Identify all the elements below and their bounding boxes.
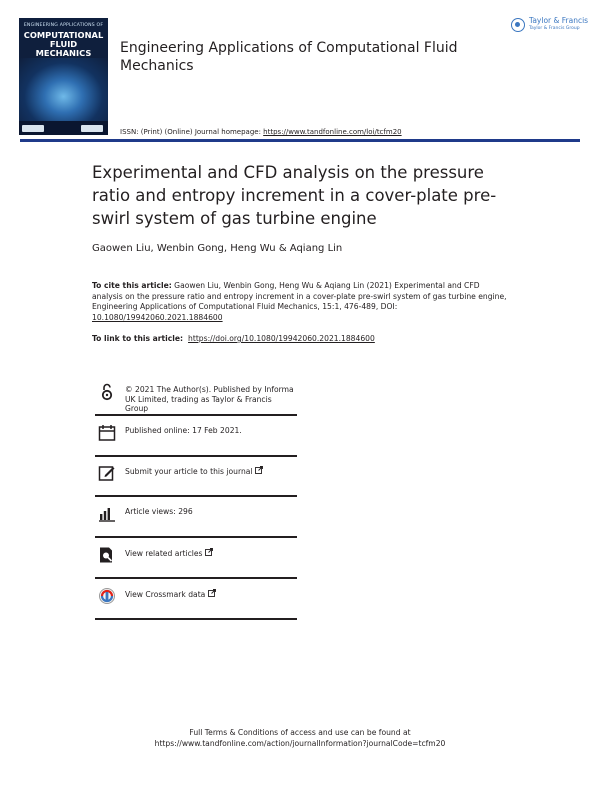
crossmark-link[interactable]: [125, 589, 297, 600]
citation-text: Gaowen Liu, Wenbin Gong, Heng Wu & Aqiang Lin (2021) Experimental and CFD analysis on the pressure ratio and entropy increment in a cover-plate pre-swirl system of gas turbine engine, Engineering Applications of Computational Fluid Mechanics, 15:1, 476-489, DOI:: [92, 281, 507, 312]
info-divider: [95, 536, 297, 538]
related-articles-link[interactable]: [125, 548, 297, 559]
terms-footer-text: Full Terms & Conditions of access and use can be found at: [189, 728, 411, 737]
citation-doi-link[interactable]: 10.1080/19942060.2021.1884600: [92, 312, 223, 322]
citation-block: [92, 281, 512, 323]
issn-line: [120, 128, 402, 136]
journal-cover-image: [19, 18, 108, 135]
info-divider: [95, 618, 297, 620]
related-articles-search-icon: [98, 546, 116, 564]
cover-logo-left: [22, 125, 44, 132]
article-link-label: To link to this article:: [92, 334, 184, 343]
external-link-icon: [208, 589, 216, 597]
cover-artwork: [19, 58, 108, 128]
journal-title: Engineering Applications of Computational Fluid Mechanics: [120, 40, 458, 74]
submit-article-label: Submit your article to this journal: [125, 467, 253, 476]
cover-footer: [19, 121, 108, 135]
cover-title: COMPUTATIONAL FLUID MECHANICS: [23, 30, 104, 58]
crossmark-icon: [98, 587, 116, 605]
cover-logo-right: [81, 125, 103, 132]
article-link-line: [92, 334, 375, 343]
publisher-subname: Taylor & Francis Group: [529, 26, 580, 31]
published-date: Published online: 17 Feb 2021.: [125, 426, 242, 435]
external-link-icon: [255, 466, 263, 474]
article-authors: Gaowen Liu, Wenbin Gong, Heng Wu & Aqiang Lin: [92, 243, 343, 254]
issn-prefix: ISSN: (Print) (Online) Journal homepage:: [120, 128, 264, 136]
bar-chart-icon: [98, 505, 116, 523]
journal-homepage-link[interactable]: https://www.tandfonline.com/loi/tcfm20: [263, 128, 402, 136]
info-divider: [95, 414, 297, 416]
calendar-icon: [98, 424, 116, 442]
publisher-logo-icon: [511, 18, 525, 32]
related-articles-label: View related articles: [125, 549, 203, 558]
article-title: Experimental and CFD analysis on the pressure ratio and entropy increment in a cover-plate pre-swirl system of gas turbine engine: [92, 163, 497, 228]
header-divider: [20, 139, 580, 142]
article-views-count: Article views: 296: [125, 507, 193, 516]
submit-article-link[interactable]: [125, 466, 297, 477]
crossmark-label: View Crossmark data: [125, 590, 206, 599]
external-link-icon: [205, 548, 213, 556]
terms-footer: [0, 728, 600, 749]
open-access-lock-icon: [98, 383, 116, 401]
article-doi-link[interactable]: https://doi.org/10.1080/19942060.2021.1884600: [188, 334, 375, 343]
edit-icon: [98, 464, 116, 482]
publisher-name: Taylor & Francis: [529, 16, 589, 25]
taylor-francis-logo[interactable]: [511, 16, 591, 36]
copyright-text: © 2021 The Author(s). Published by Informa UK Limited, trading as Taylor & Francis Group: [125, 385, 294, 414]
info-divider: [95, 495, 297, 497]
terms-footer-link[interactable]: https://www.tandfonline.com/action/journalInformation?journalCode=tcfm20: [154, 738, 446, 748]
cover-title-small: ENGINEERING APPLICATIONS OF: [23, 23, 104, 28]
info-divider: [95, 455, 297, 457]
citation-label: To cite this article:: [92, 281, 172, 290]
info-divider: [95, 577, 297, 579]
